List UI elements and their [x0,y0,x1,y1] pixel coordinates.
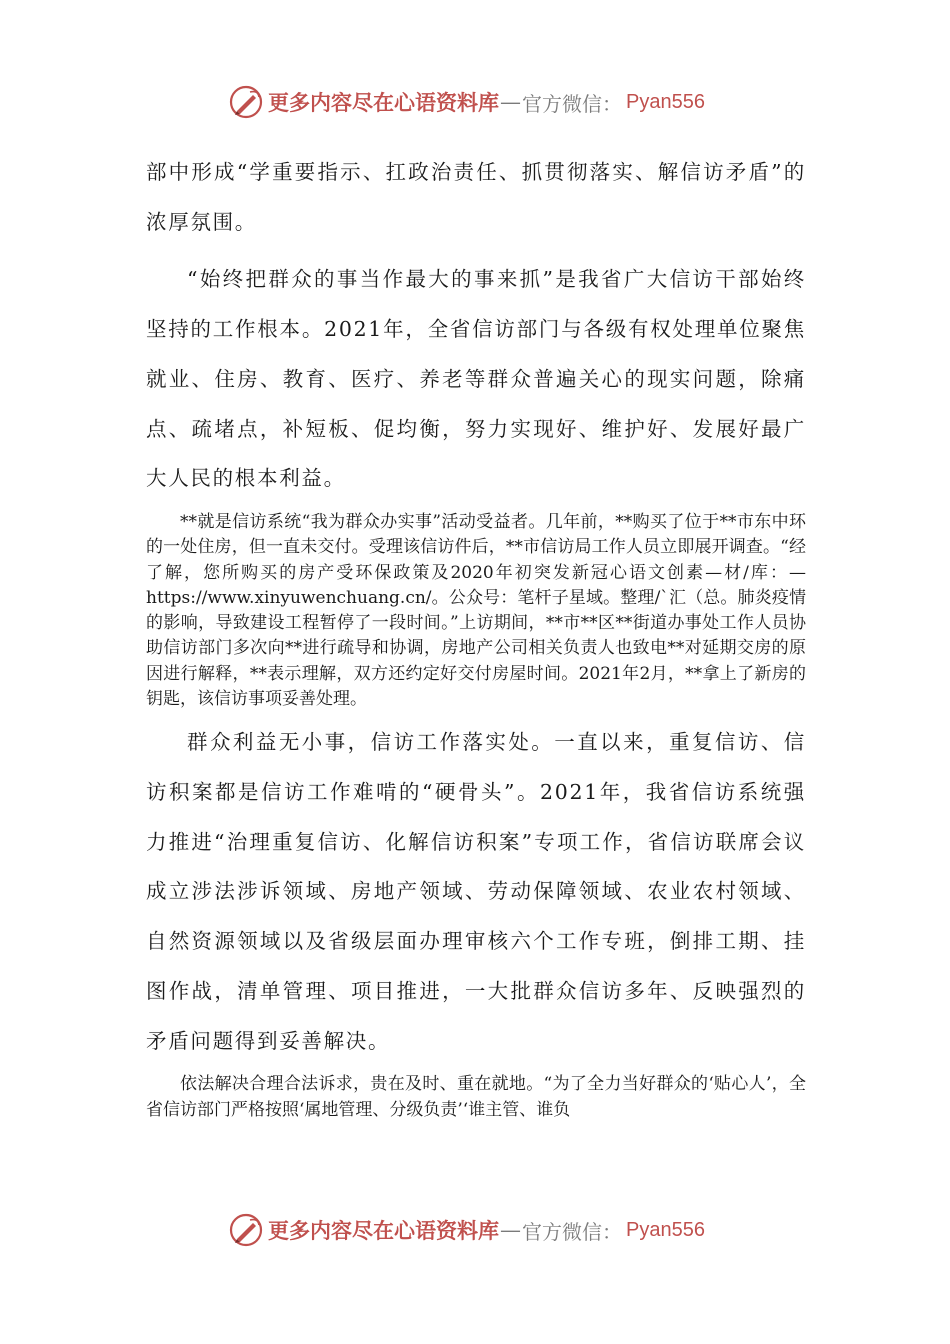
footer-banner [228,1210,705,1250]
pen-logo-icon [228,84,264,120]
paragraph-2: “始终把群众的事当作最大的事来抓”是我省广大信访干部始终坚持的工作根本。2021年，全省信访部门与各级有权处理单位聚焦就业、住房、教育、医疗、养老等群众普遍关心的现实问题，除痛点、疏堵点，补短板、促均衡，努力实现好、维护好、发展好最广大人民的根本利益。 [146,267,806,491]
paragraph-3: **就是信访系统“我为群众办实事”活动受益者。几年前，**购买了位于**市东中环的一处住房，但一直未交付。受理该信访件后，**市信访局工作人员立即展开调查。“经了解，您所购买的房产受环保政策及2020年初突发新冠心语文创素—材/库：—https://www.xinyuwenchuang.cn/。公众号：笔杆子星域。整理/`汇（总。肺炎疫情的影响，导致建设工程暂停了一段时间。”上访期间，**市**区**街道办事处工作人员协助信访部门多次向**进行疏导和协调，房地产公司相关负责人也致电**对延期交房的原因进行解释，**表示理解，双方还约定好交付房屋时间。2021年2月，**拿上了新房的钥匙，该信访事项妥善处理。 [146,511,806,709]
banner-title: 更多内容尽在心语资料库 [268,90,499,115]
paragraph-5: 依法解决合理合法诉求，贵在及时、重在就地。“为了全力当好群众的‘贴心人’，全省信访部门严格按照‘属地管理、分级负责’‘谁主管、谁负 [146,1074,806,1120]
footer-banner-wechat-id: Pyan556 [626,1218,705,1241]
footer-banner-wechat-label: 官方微信： [522,1219,622,1244]
pen-logo-icon [228,1212,264,1248]
banner-wechat-label: 官方微信： [522,91,622,116]
header-banner [228,82,705,122]
footer-banner-title: 更多内容尽在心语资料库 [268,1218,499,1243]
banner-dash: — [500,90,521,114]
footer-banner-dash: — [500,1218,521,1242]
document-body [146,148,806,1123]
banner-wechat-id: Pyan556 [626,90,705,113]
paragraph-4: 群众利益无小事，信访工作落实处。一直以来，重复信访、信访积案都是信访工作难啃的“硬骨头”。2021年，我省信访系统强力推进“治理重复信访、化解信访积案”专项工作，省信访联席会议成立涉法涉诉领域、房地产领域、劳动保障领域、农业农村领域、自然资源领域以及省级层面办理审核六个工作专班，倒排工期、挂图作战，清单管理、项目推进，一大批群众信访多年、反映强烈的矛盾问题得到妥善解决。 [146,730,806,1053]
paragraph-1: 部中形成“学重要指示、扛政治责任、抓贯彻落实、解信访矛盾”的浓厚氛围。 [146,160,806,234]
